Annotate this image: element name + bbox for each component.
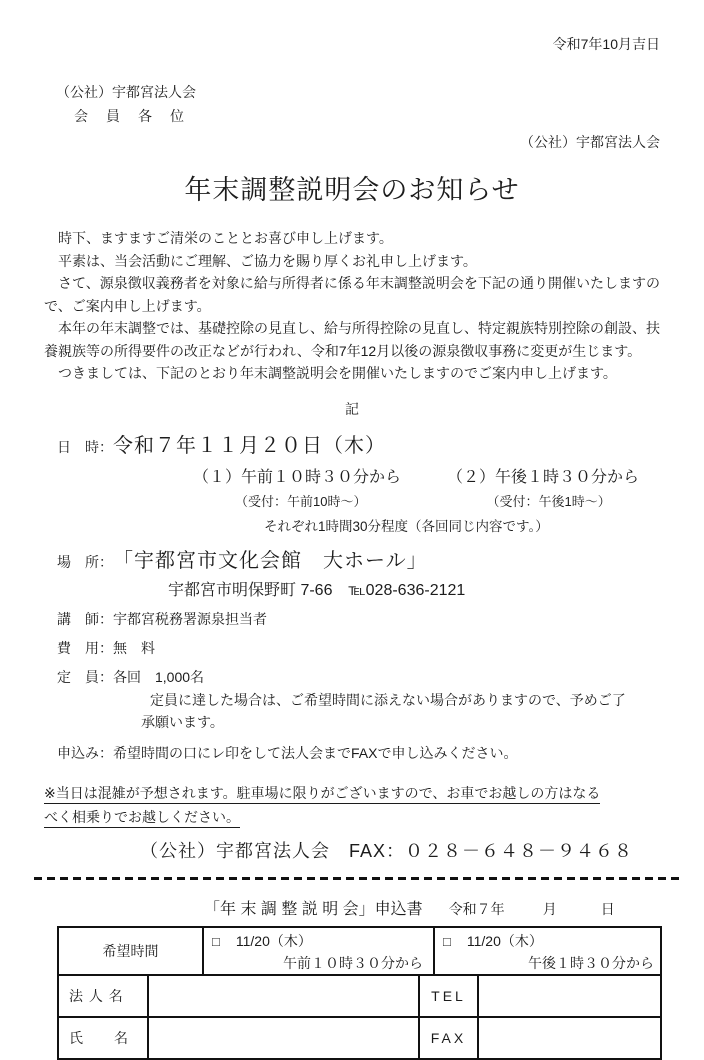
- event-details: [44, 429, 660, 763]
- fax-field[interactable]: [479, 1018, 664, 1058]
- morning-option-cell[interactable]: [204, 928, 435, 974]
- parking-notice: [44, 781, 660, 829]
- paragraph: つきましては、下記のとおり年末調整説明会を開催いたしますのでご案内申し上げます。: [44, 365, 617, 381]
- capacity-row: [57, 667, 660, 687]
- notice-line: ※当日は混雑が予想されます。駐車場に限りがございますので、お車でお越しの方はなる: [44, 785, 600, 804]
- paragraph: さて、源泉徴収義務者を対象に給与所得者に係る年末調整説明会を下記の通り開催いたしますので、ご案内申し上げます。: [44, 275, 660, 314]
- checkbox-icon[interactable]: □: [443, 933, 451, 949]
- reception-times: [57, 491, 660, 510]
- session-1: （１）午前１０時３０分から: [193, 468, 402, 486]
- form-date-era: 令和７年: [448, 900, 505, 917]
- application-form-table: [57, 926, 662, 1060]
- company-name-label: 法 人 名: [59, 976, 149, 1016]
- fax-label: FAX: [420, 1018, 479, 1058]
- lecturer-row: [57, 609, 660, 629]
- datetime-label: 日 時：: [57, 438, 113, 455]
- body-text: [44, 227, 660, 385]
- capacity-note-line: 定員に達した場合は、ご希望時間に添えない場合がありますので、予めご了: [150, 691, 626, 708]
- document-date: 令和7年10月吉日: [552, 36, 660, 52]
- datetime-value: 令和７年１１月２０日（木）: [113, 434, 386, 457]
- form-title-text: 「年 末 調 整 説 明 会」申込書: [204, 900, 423, 918]
- fee-label: 費 用：: [57, 639, 113, 656]
- lecturer-value: 宇都宮税務署源泉担当者: [113, 610, 267, 627]
- application-form-title: [44, 896, 660, 919]
- table-row: [59, 976, 660, 1018]
- capacity-note-line: 承願います。: [141, 714, 224, 730]
- sender-org: （公社）宇都宮法人会: [520, 134, 660, 150]
- tel-label: TEL: [420, 976, 479, 1016]
- person-name-field[interactable]: [149, 1018, 420, 1058]
- time-header-cell: 希望時間: [59, 928, 204, 974]
- fax-contact: （公社）宇都宮法人会 FAX：０２８－６４８－９４６８: [140, 840, 634, 861]
- paragraph: 時下、ますますご清栄のこととお喜び申し上げます。: [44, 230, 393, 246]
- datetime-row: [57, 429, 660, 458]
- option-date: 11/20（木）: [466, 932, 543, 949]
- apply-row: [57, 743, 660, 763]
- fee-row: [57, 638, 660, 658]
- afternoon-option-cell[interactable]: [435, 928, 664, 974]
- lecturer-label: 講 師：: [57, 610, 113, 627]
- table-row: [59, 1018, 660, 1058]
- apply-value: 希望時間の口にレ印をして法人会までFAXで申し込みください。: [113, 744, 518, 761]
- record-mark: 記: [345, 400, 359, 417]
- place-address: 宇都宮市明保野町 7-66 ℡028-636-2121: [168, 581, 466, 599]
- capacity-label: 定 員：: [57, 668, 113, 685]
- person-name-label: 氏 名: [59, 1018, 149, 1058]
- form-date-month: 月: [542, 900, 557, 917]
- place-value: 「宇都宮市文化会館 大ホール」: [113, 549, 428, 572]
- capacity-note: [141, 689, 660, 734]
- capacity-value: 各回 1,000名: [113, 668, 205, 685]
- addressee-members: 会 員 各 位: [74, 108, 186, 124]
- addressee-org: （公社）宇都宮法人会: [56, 84, 196, 100]
- checkbox-icon[interactable]: □: [212, 933, 220, 949]
- reception-1: （受付：午前10時～）: [235, 493, 367, 509]
- option-time: 午前１０時３０分から: [283, 954, 423, 971]
- table-row: [59, 928, 660, 976]
- option-time: 午後１時３０分から: [528, 954, 654, 971]
- notice-line: べく相乗りでお越しください。: [44, 809, 240, 828]
- document-title: 年末調整説明会のお知らせ: [184, 175, 520, 205]
- duration-note: それぞれ1時間30分程度（各回同じ内容です。）: [264, 518, 549, 534]
- fee-value: 無 料: [113, 639, 155, 656]
- paragraph: 本年の年末調整では、基礎控除の見直し、給与所得控除の見直し、特定親族特別控除の創設、扶養親族等の所得要件の改正などが行われ、令和7年12月以後の源泉徴収事務に変更が生じます。: [44, 320, 660, 359]
- reception-2: （受付：午後1時～）: [486, 493, 611, 509]
- cut-line-divider: [34, 877, 684, 880]
- tel-field[interactable]: [479, 976, 664, 1016]
- paragraph: 平素は、当会活動にご理解、ご協力を賜り厚くお礼申し上げます。: [44, 252, 477, 269]
- session-2: （２）午後１時３０分から: [447, 468, 640, 486]
- place-row: [57, 544, 660, 573]
- session-times: [57, 464, 660, 487]
- place-label: 場 所：: [57, 553, 113, 570]
- company-name-field[interactable]: [149, 976, 420, 1016]
- apply-label: 申込み：: [57, 744, 113, 761]
- form-date-day: 日: [600, 900, 615, 917]
- option-date: 11/20（木）: [235, 932, 312, 949]
